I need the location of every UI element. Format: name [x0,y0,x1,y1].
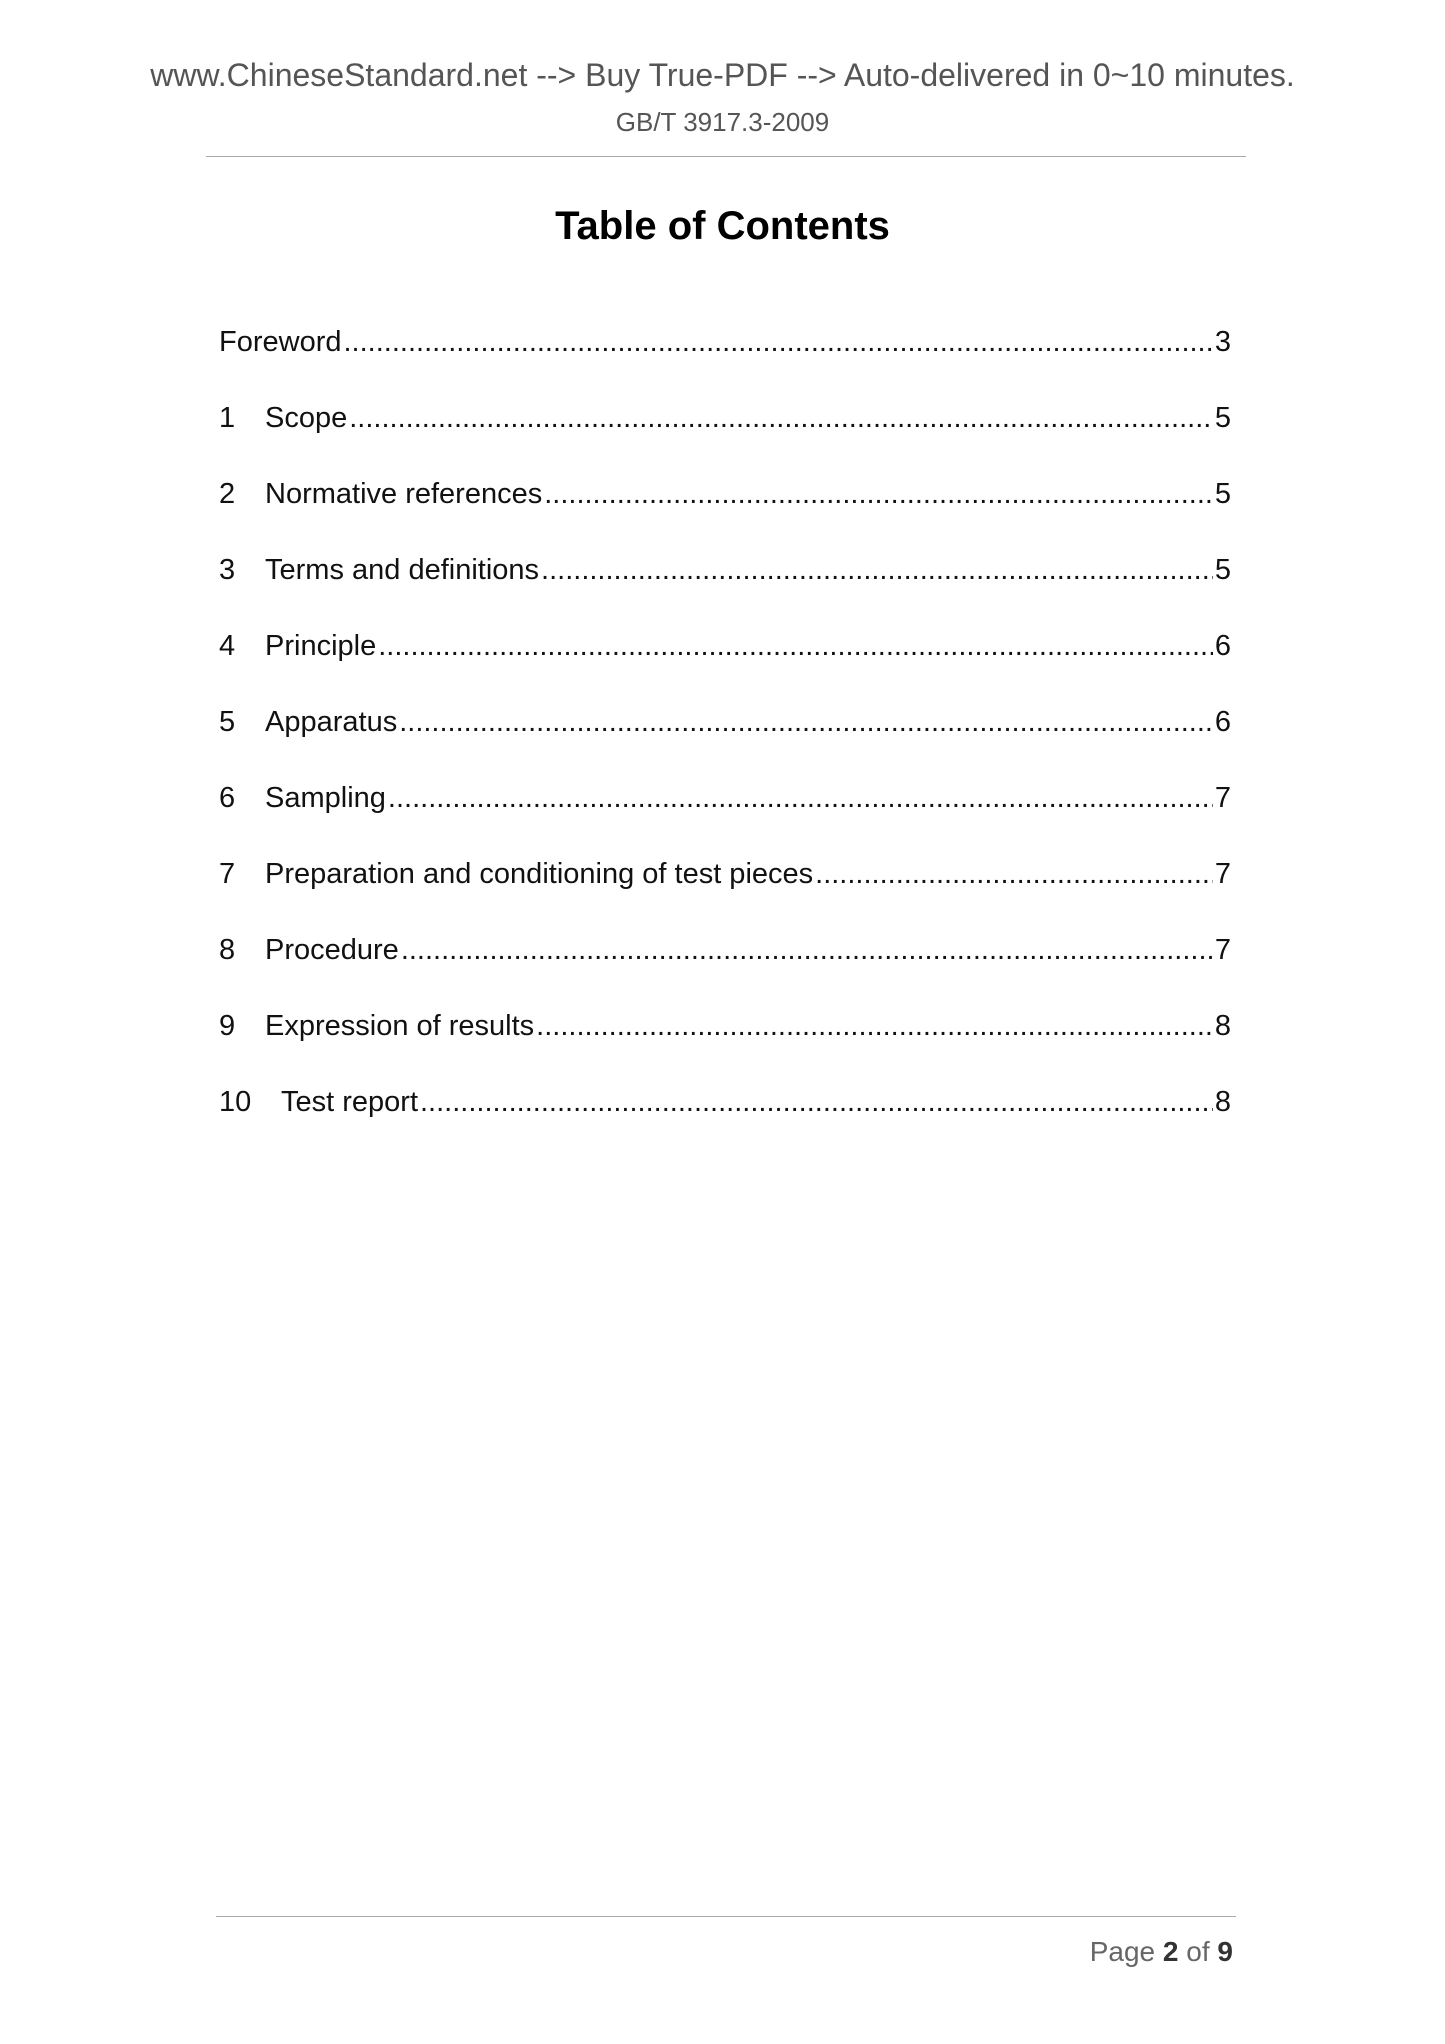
toc-entry-number: 3 [219,554,236,586]
toc-entry-apparatus[interactable] [219,702,1231,778]
dot-leader [541,550,1213,590]
toc-entry-foreword[interactable] [219,322,1231,398]
page-number [1090,1934,1233,1970]
toc-entry-sampling[interactable] [219,778,1231,854]
footer-divider [216,1916,1236,1917]
site-banner: www.ChineseStandard.net --> Buy True-PDF --> Auto-delivered in 0~10 minutes. [150,57,1295,93]
toc-entry-page: 5 [1214,478,1231,510]
dot-leader [544,474,1213,514]
toc-entry-number: 1 [219,402,236,434]
dot-leader [344,322,1213,362]
toc-entry-page: 5 [1214,402,1231,434]
dot-leader [815,854,1213,894]
toc-entry-terms-and-definitions[interactable] [219,550,1231,626]
toc-entry-page: 8 [1214,1086,1231,1118]
toc-entry-page: 6 [1214,630,1231,662]
dot-leader [420,1082,1213,1122]
toc-entry-number: 9 [219,1010,236,1042]
toc-entry-page: 7 [1214,858,1231,890]
toc-entry-label: Principle [265,630,377,662]
toc-entry-label: Procedure [265,934,399,966]
toc-entry-page: 3 [1214,326,1231,358]
toc-entry-preparation[interactable] [219,854,1231,930]
toc-entry-principle[interactable] [219,626,1231,702]
toc-entry-label: Scope [265,402,348,434]
toc-entry-label: Preparation and conditioning of test pieces [265,858,814,890]
toc-entry-number: 4 [219,630,236,662]
table-of-contents [219,322,1231,1158]
toc-entry-page: 8 [1214,1010,1231,1042]
toc-entry-label: Terms and definitions [265,554,540,586]
toc-entry-page: 5 [1214,554,1231,586]
total-pages: 9 [1217,1936,1233,1967]
of-word: of [1186,1936,1210,1967]
toc-entry-expression-of-results[interactable] [219,1006,1231,1082]
page-word: Page [1089,1936,1156,1967]
current-page: 2 [1162,1936,1179,1967]
dot-leader [349,398,1213,438]
toc-entry-page: 6 [1214,706,1231,738]
dot-leader [401,930,1213,970]
toc-entry-page: 7 [1214,934,1231,966]
toc-entry-label: Expression of results [265,1010,535,1042]
page-title: Table of Contents [555,204,890,248]
toc-entry-label: Sampling [265,782,386,814]
toc-entry-label: Apparatus [265,706,398,738]
toc-entry-label: Test report [281,1086,418,1118]
toc-entry-page: 7 [1214,782,1231,814]
toc-entry-number: 5 [219,706,236,738]
toc-entry-label: Normative references [265,478,543,510]
dot-leader [536,1006,1213,1046]
toc-entry-normative-references[interactable] [219,474,1231,550]
toc-entry-number: 2 [219,478,236,510]
dot-leader [388,778,1213,818]
document-code: GB/T 3917.3-2009 [615,107,830,137]
toc-entry-test-report[interactable] [219,1082,1231,1158]
toc-entry-label: Foreword [219,326,342,358]
toc-entry-scope[interactable] [219,398,1231,474]
toc-entry-number: 8 [219,934,236,966]
dot-leader [378,626,1213,666]
toc-entry-number: 6 [219,782,236,814]
toc-entry-number: 7 [219,858,236,890]
toc-entry-procedure[interactable] [219,930,1231,1006]
header-divider [206,156,1246,157]
dot-leader [399,702,1213,742]
toc-entry-number: 10 [219,1086,252,1118]
